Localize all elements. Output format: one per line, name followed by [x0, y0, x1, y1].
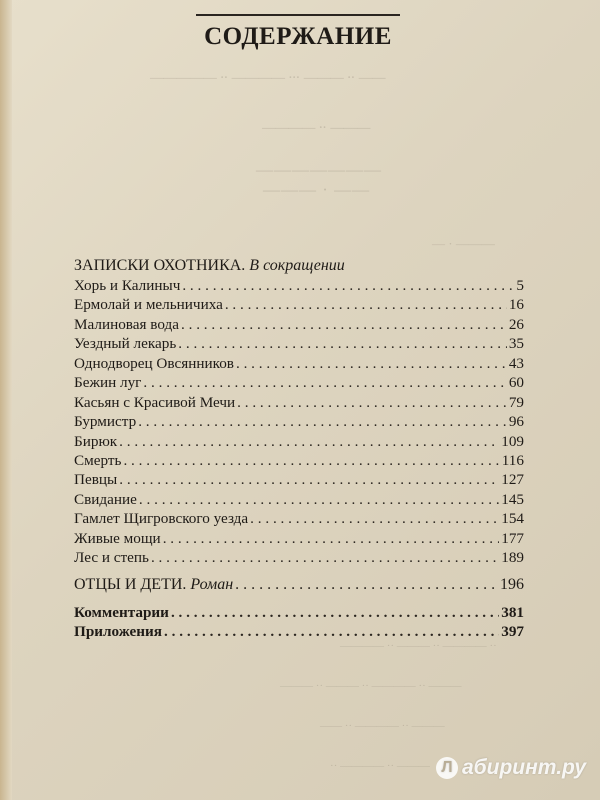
toc-entry-label: Малиновая вода [74, 315, 179, 333]
toc-entry-label: Хорь и Калиныч [74, 277, 181, 294]
show-through-text: ——— ·· ———— ·· ——— ·· ——— [280, 680, 462, 692]
toc-entry-label: Бурмистр [74, 413, 137, 431]
toc-entry[interactable] [74, 529, 524, 548]
toc-entry-label: Ермолай и мельничиха [74, 296, 223, 314]
leader-dots [138, 412, 507, 431]
toc-entry-label: Живые мощи [74, 529, 161, 547]
leader-dots [237, 393, 507, 412]
show-through-text: ——— ·· ———— [262, 120, 371, 136]
toc-entry-label: Приложения [74, 623, 163, 641]
toc-entry-page: 5 [516, 277, 524, 294]
toc-entry-comments[interactable] [74, 603, 524, 622]
toc-entry-page: 177 [501, 529, 524, 547]
toc-entry[interactable] [74, 509, 524, 528]
section-title: ОТЦЫ И ДЕТИ. [74, 575, 187, 593]
toc-entry[interactable] [74, 451, 524, 470]
leader-dots [151, 548, 499, 567]
toc-entry[interactable] [74, 393, 524, 412]
leader-dots [182, 276, 514, 295]
toc-entry-page: 96 [508, 413, 524, 431]
toc-entry-fathers[interactable] [74, 575, 524, 594]
leader-dots [164, 622, 499, 641]
toc-entry-page: 35 [508, 335, 524, 353]
toc-entry[interactable] [74, 315, 524, 334]
leader-dots [235, 575, 498, 594]
labirint-logo-icon: Л [436, 757, 458, 779]
leader-dots [178, 334, 507, 353]
show-through-text: ——————— [255, 160, 381, 179]
toc-entry-label: Свидание [74, 490, 137, 508]
toc-entry-page: 43 [508, 354, 524, 372]
toc-entry-page: 109 [501, 432, 524, 450]
toc-entry-label: Бежин луг [74, 374, 142, 392]
leader-dots [225, 295, 507, 314]
show-through-text: —— · ——— [262, 180, 370, 199]
toc-entry-page: 60 [508, 374, 524, 392]
toc-entry[interactable] [74, 412, 524, 431]
leader-dots [139, 490, 499, 509]
toc-entry-page: 145 [501, 490, 524, 508]
toc-entry-label: Касьян с Красивой Мечи [74, 393, 236, 411]
leader-dots [250, 509, 499, 528]
toc-entry-label: Лес и степь [74, 549, 149, 567]
toc-entry[interactable] [74, 334, 524, 353]
table-of-contents [74, 256, 524, 642]
show-through-text: —— ·· ——— ··· ———— ·· ————— [150, 70, 386, 86]
toc-entry-page: 26 [508, 315, 524, 333]
section-heading-hunter [74, 256, 524, 276]
show-through-text: ——— ·· ———— ·· [330, 760, 430, 772]
leader-dots [123, 451, 499, 470]
toc-entry-label: Однодворец Овсянников [74, 354, 234, 372]
watermark-text: абиринт.ру [461, 756, 586, 779]
leader-dots [143, 373, 506, 392]
toc-entry-label: Смерть [74, 451, 122, 469]
toc-entry-page: 116 [501, 451, 524, 469]
show-through-text: ——— ·· ———— ·· —— [320, 720, 445, 732]
title-rule [196, 14, 400, 16]
toc-entry-label: Комментарии [74, 604, 169, 621]
toc-entry-page: 154 [501, 510, 524, 528]
toc-entry-page: 189 [501, 549, 524, 567]
leader-dots [236, 354, 507, 373]
toc-entry-page: 397 [501, 623, 524, 641]
toc-entry-label: Уездный лекарь [74, 335, 177, 353]
toc-entry-page: 16 [508, 296, 524, 314]
toc-entry[interactable] [74, 295, 524, 314]
page-title: СОДЕРЖАНИЕ [204, 23, 392, 50]
toc-entry[interactable] [74, 354, 524, 373]
toc-entry[interactable] [74, 548, 524, 567]
leader-dots [171, 603, 499, 622]
toc-entry-list [74, 276, 524, 568]
leader-dots [119, 432, 499, 451]
page-edge [0, 0, 12, 800]
page-title-block [196, 14, 400, 52]
show-through-text: ——— · — [432, 236, 495, 251]
toc-entry[interactable] [74, 373, 524, 392]
toc-entry-label: Гамлет Щигровского уезда [74, 510, 249, 528]
watermark [436, 756, 586, 780]
toc-entry-page: 196 [500, 575, 524, 593]
toc-entry-label: Бирюк [74, 432, 118, 450]
section-subtitle: Роман [190, 575, 234, 593]
section-subtitle: В сокращении [249, 257, 345, 274]
toc-entry-label [74, 575, 233, 594]
leader-dots [163, 529, 500, 548]
toc-entry-appendix[interactable] [74, 622, 524, 641]
toc-entry[interactable] [74, 276, 524, 295]
section-title: ЗАПИСКИ ОХОТНИКА. [74, 257, 246, 274]
show-through-text: ·· ———— ·· ——— ·· ———— [340, 640, 497, 652]
toc-entry[interactable] [74, 490, 524, 509]
toc-entry[interactable] [74, 432, 524, 451]
leader-dots [181, 315, 507, 334]
toc-entry-page: 127 [501, 471, 524, 489]
toc-entry-label: Певцы [74, 471, 118, 489]
toc-entry[interactable] [74, 470, 524, 489]
toc-entry-page: 381 [501, 604, 524, 621]
toc-entry-page: 79 [508, 393, 524, 411]
leader-dots [119, 470, 499, 489]
